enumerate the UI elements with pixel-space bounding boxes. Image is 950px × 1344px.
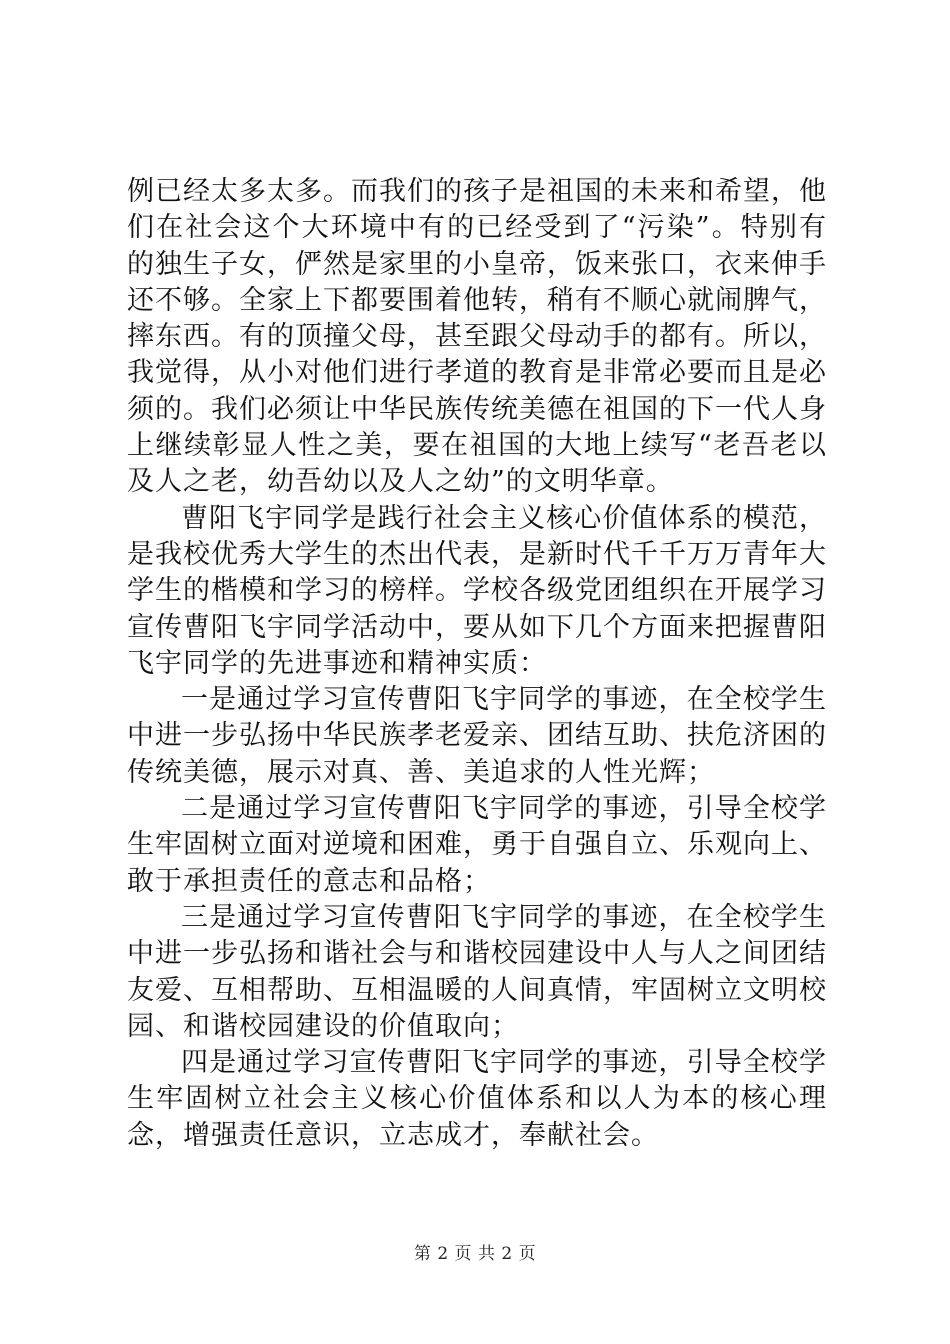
paragraph-point-4: 四是通过学习宣传曹阳飞宇同学的事迹，引导全校学生牢固树立社会主义核心价值体系和以人为本的核心理念，增强责任意识，立志成才，奉献社会。 xyxy=(127,1047,827,1151)
document-body xyxy=(127,174,827,1154)
paragraph-point-1: 一是通过学习宣传曹阳飞宇同学的事迹，在全校学生中进一步弘扬中华民族孝老爱亲、团结互助、扶危济困的传统美德，展示对真、善、美追求的人性光辉； xyxy=(127,684,827,788)
paragraph-point-2: 二是通过学习宣传曹阳飞宇同学的事迹，引导全校学生牢固树立面对逆境和困难，勇于自强自立、乐观向上、敢于承担责任的意志和品格； xyxy=(127,793,827,897)
page-number-footer: 第 2 页 共 2 页 xyxy=(413,1244,537,1264)
paragraph-point-3: 三是通过学习宣传曹阳飞宇同学的事迹，在全校学生中进一步弘扬和谐社会与和谐校园建设中人与人之间团结友爱、互相帮助、互相温暖的人间真情，牢固树立文明校园、和谐校园建设的价值取向； xyxy=(127,901,827,1042)
paragraph-intro: 曹阳飞宇同学是践行社会主义核心价值体系的模范，是我校优秀大学生的杰出代表，是新时代千千万万青年大学生的楷模和学习的榜样。学校各级党团组织在开展学习宣传曹阳飞宇同学活动中，要从如下几个方面来把握曹阳飞宇同学的先进事迹和精神实质： xyxy=(127,502,827,679)
paragraph-continuation: 例已经太多太多。而我们的孩子是祖国的未来和希望，他们在社会这个大环境中有的已经受到了“污染”。特别有的独生子女，俨然是家里的小皇帝，饭来张口，衣来伸手还不够。全家上下都要围着他转，稍有不顺心就闹脾气，摔东西。有的顶撞父母，甚至跟父母动手的都有。所以，我觉得，从小对他们进行孝道的教育是非常必要而且是必须的。我们必须让中华民族传统美德在祖国的下一代人身上继续彰显人性之美，要在祖国的大地上续写“老吾老以及人之老，幼吾幼以及人之幼”的文明华章。 xyxy=(127,176,827,498)
